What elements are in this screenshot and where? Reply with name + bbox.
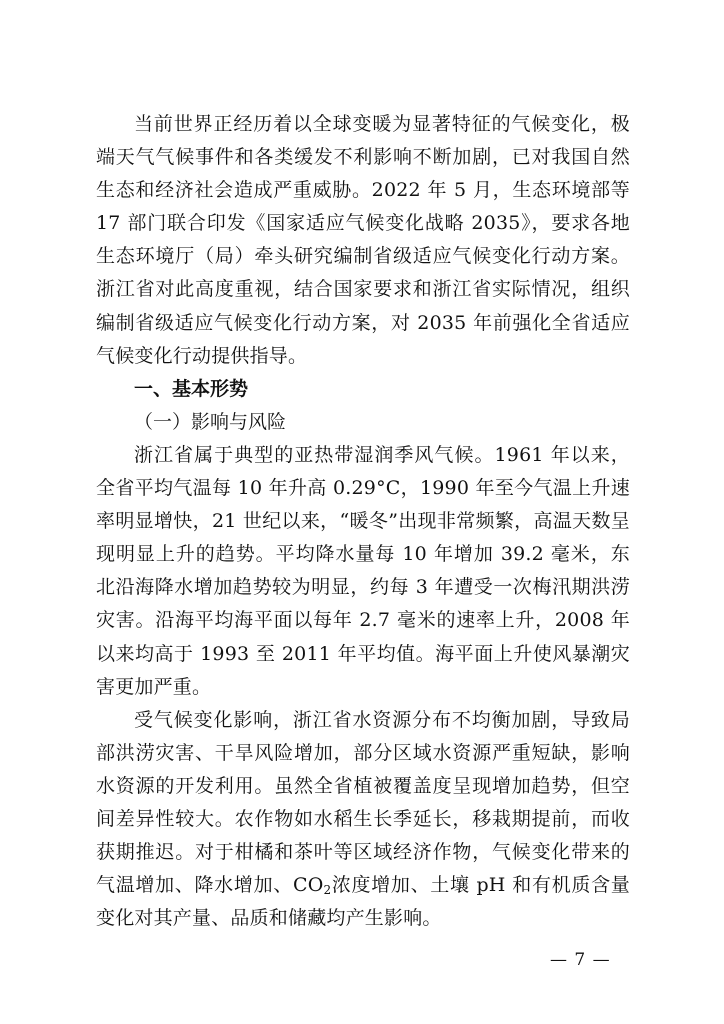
impact-text-after: 浓度增加、土壤 pH 和有机质含量变化对其产量、品质和储藏均产生影响。 — [96, 874, 630, 930]
subsection-heading: （一）影响与风险 — [134, 410, 287, 433]
document-body — [96, 108, 630, 935]
impact-paragraph — [96, 704, 630, 936]
intro-paragraph: 当前世界正经历着以全球变暖为显著特征的气候变化，极端天气气候事件和各类缓发不利影响不断加剧，已对我国自然生态和经济社会造成严重威胁。2022 年 5 月，生态环境部等 17 部门联合印发《国家适应气候变化战略 2035》，要求各地生态环境厅（局）牵头研究编制省级适应气候变化行动方案。浙江省对此高度重视，结合国家要求和浙江省实际情况，组织编制省级适应气候变化行动方案，对 2035 年前强化全省适应气候变化行动提供指导。 — [96, 113, 630, 367]
co2-subscript: 2 — [323, 883, 332, 898]
page-number: — 7 — — [550, 950, 611, 970]
section-heading: 一、基本形势 — [134, 377, 249, 400]
climate-paragraph: 浙江省属于典型的亚热带湿润季风气候。1961 年以来，全省平均气温每 10 年升高 0.29°C，1990 年至今气温上升速率明显增快，21 世纪以来，“暖冬”出现非常频繁，高温天数呈现明显上升的趋势。平均降水量每 10 年增加 39.2 毫米，东北沿海降水增加趋势较为明显，约每 3 年遭受一次梅汛期洪涝灾害。沿海平均海平面以每年 2.7 毫米的速率上升，2008 年以来均高于 1993 至 2011 年平均值。海平面上升使风暴潮灾害更加严重。 — [96, 443, 630, 698]
impact-text-before: 受气候变化影响，浙江省水资源分布不均衡加剧，导致局部洪涝灾害、干旱风险增加，部分区域水资源严重短缺，影响水资源的开发利用。虽然全省植被覆盖度呈现增加趋势，但空间差异性较大。农作物如水稻生长季延长，移栽期提前，而收获期推迟。对于柑橘和茶叶等区域经济作物，气候变化带来的气温增加、降水增加、CO — [96, 708, 630, 897]
